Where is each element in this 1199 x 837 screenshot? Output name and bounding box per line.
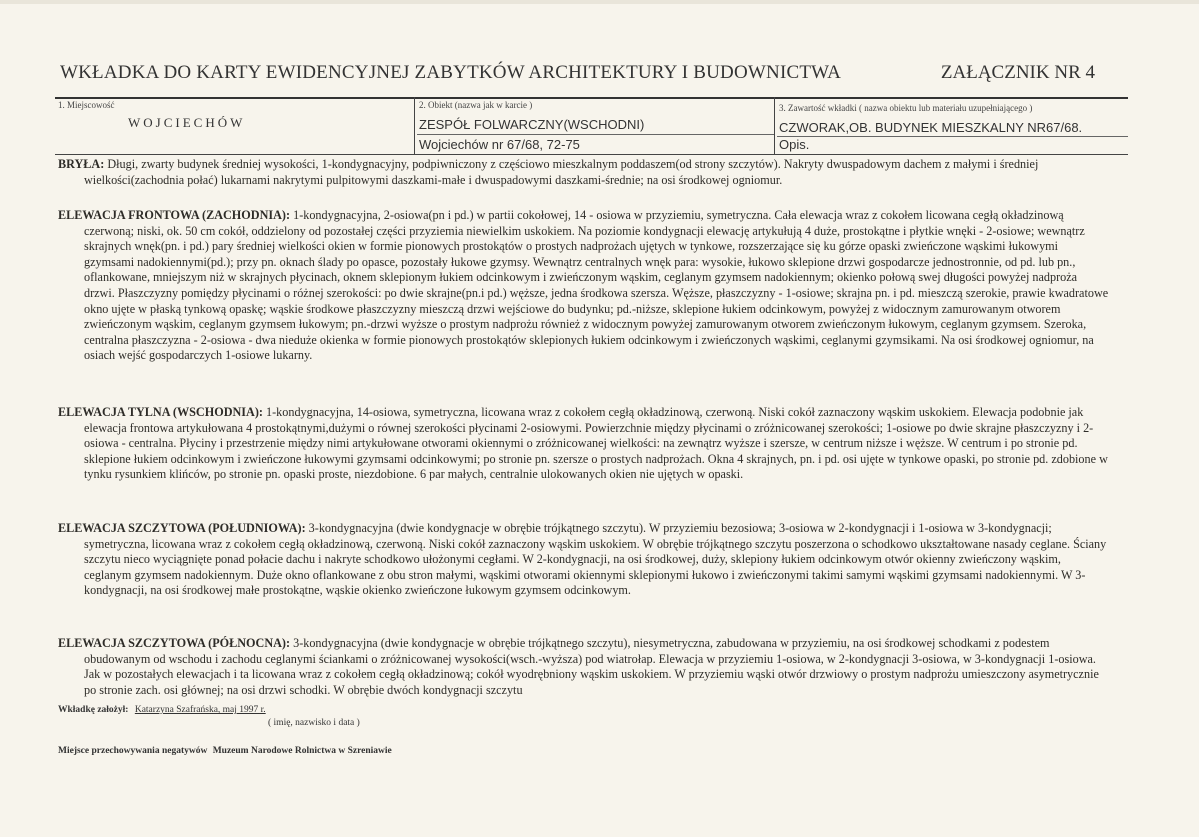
- section-heading: ELEWACJA FRONTOWA (ZACHODNIA):: [58, 208, 291, 222]
- object-underline: [417, 134, 774, 135]
- form-column-divider: [774, 97, 775, 155]
- contents-label: 3. Zawartość wkładki ( nazwa obiektu lub materiału uzupełniającego ): [779, 103, 1033, 113]
- section-heading: ELEWACJA SZCZYTOWA (POŁUDNIOWA):: [58, 521, 306, 535]
- author-label: Wkładkę założył:: [58, 705, 129, 715]
- author-hint: ( imię, nazwisko i data ): [268, 718, 360, 728]
- locality-label: 1. Miejscowość: [58, 100, 115, 110]
- object-label: 2. Obiekt (nazwa jak w karcie ): [419, 100, 533, 110]
- document-title: WKŁADKA DO KARTY EWIDENCYJNEJ ZABYTKÓW ARCHITEKTURY I BUDOWNICTWA: [60, 62, 842, 83]
- section-rear-elevation: [58, 405, 1110, 483]
- page-edge: [0, 0, 1199, 4]
- section-bryla: [58, 157, 1110, 188]
- annex-number: ZAŁĄCZNIK NR 4: [940, 62, 1095, 83]
- author-line: [58, 705, 266, 715]
- contents-underline: [777, 136, 1128, 137]
- section-text: 3-kondygnacyjna (dwie kondygnacje w obrębie trójkątnego szczytu). W przyziemiu bezosiowa; 3-osiowa w 2-kondygnacji i 1-osiowa w 3-kondygnacji; symetryczna, licowana wraz z cokołem cegłą okładzinową, czerwoną. Niski cokół zaznaczony wąskim uskokiem. W obrębie trójkątnego szczytu poszerzona o schodkowo ukształtowane nasady ceglane. Ściany szczytu nieco wyciągnięte ponad połacie dachu i nakryte schodkowo ułożonymi cegłami. W 2-kondygnacji, na osi środkowej, duży, sklepiony łukiem odcinkowym otwór okienny zwieńczony wąskim, ceglanym gzymsem nadokiennym. Duże okno oflankowane z obu stron małymi, wąskimi otworami okiennymi sklepionymi łukowo i zwieńczonymi takimi samymi wąskimi gzymsami nadokiennymi. W 3-kondygnacji, na osi środkowej małe prostokątne, wąskie okienko zwieńczone łukowym gzymsem odcinkowym.: [84, 521, 1107, 598]
- form-column-divider: [414, 97, 415, 155]
- locality-value: WOJCIECHÓW: [128, 115, 246, 130]
- storage-value: Muzeum Narodowe Rolnictwa w Szreniawie: [212, 746, 392, 756]
- form-top-rule: [55, 97, 1128, 99]
- contents-note: Opis.: [779, 137, 810, 152]
- storage-line: [58, 746, 392, 756]
- section-text: 1-kondygnacyjna, 14-osiowa, symetryczna, licowana wraz z cokołem cegłą okładzinową, czerwoną. Niski cokół zaznaczony wąskim uskokiem. Elewacja podobnie jak elewacja frontowa artykułowana 4 prostokątnymi,dużymi o równej szerokości płycinami 2-osiowymi. Powierzchnie między płycinami o zróżnicowanej szerokości; 1-osiowe po dwie skrajne płaszczyzny i 2-osiowa - centralna. Płyciny i przestrzenie między nimi artykułowane otworami okiennymi o zróżnicowanej wielkości: na zewnątrz wyższe i szersze, w centrum niższe i węższe. W centrum i po stronie pd. sklepione łukiem odcinkowym i zwieńczone łukowymi gzymsami odcinkowymi; po stronie pn. szersze o prostych nadprożach. Okna 4 skrajnych, pn. i pd. osi ujęte w tynkowe opaski, po stronie pd. zdobione w tynku rysunkiem klińców, po stronie pn. opaski proste, niezdobione. 6 par małych, centralnie ulokowanych okien nie ujętych w opaski.: [84, 405, 1108, 482]
- contents-value: CZWORAK,OB. BUDYNEK MIESZKALNY NR67/68.: [779, 120, 1083, 135]
- storage-label: Miejsce przechowywania negatywów: [58, 746, 208, 756]
- object-address: Wojciechów nr 67/68, 72-75: [419, 137, 580, 152]
- object-value: ZESPÓŁ FOLWARCZNY(WSCHODNI): [419, 117, 645, 132]
- section-south-gable: [58, 521, 1110, 599]
- section-heading: ELEWACJA SZCZYTOWA (PÓŁNOCNA):: [58, 636, 291, 650]
- author-value: Katarzyna Szafrańska, maj 1997 r.: [134, 705, 266, 715]
- section-text: Długi, zwarty budynek średniej wysokości, 1-kondygnacyjny, podpiwniczony z częściowo mieszkalnym poddaszem(od strony szczytów). Nakryty dwuspadowym dachem z małymi i średniej wielkości(zachodnia połać) lukarnami nakrytymi pulpitowymi daszkami-małe i dwuspadowymi daszkami-średnie; na osi środkowej ogniomur.: [84, 157, 1039, 187]
- section-front-elevation: [58, 208, 1110, 364]
- section-text: 3-kondygnacyjna (dwie kondygnacje w obrębie trójkątnego szczytu), niesymetryczna, zabudowana w przyziemiu, na osi środkowej schodkami z podestem obudowanym od wschodu i zachodu ceglanymi ściankami o zróżnicowanej wysokości(wsch.-wyższa) pod wiatrołap. Elewacja w przyziemiu 1-osiowa, w 2-kondygnacji 3-osiowa, w 3-kondygnacji 1-osiowa. Jak w pozostałych elewacjach i ta licowana wraz z cokołem cegłą okładzinową; cokół wyodrębniony wąskim uskokiem. W przyziemiu wąski otwór drzwiowy o prostym nadprożu umieszczony asymetrycznie po stronie zach. osi głównej; na osi drzwi schodki. W obrębie dwóch kondygnacji szczytu: [84, 636, 1099, 697]
- form-bottom-rule: [55, 154, 1128, 155]
- section-text: 1-kondygnacyjna, 2-osiowa(pn i pd.) w partii cokołowej, 14 - osiowa w przyziemiu, symetryczna. Cała elewacja wraz z cokołem licowana cegłą okładzinową czerwoną; niski, ok. 50 cm cokół, oddzielony od pozostałej części przyziemia niewielkim uskokiem. Na poziomie kondygnacji elewację artykułują 4 duże, prostokątne i płytkie wnęki - 2-osiowe; wewnątrz skrajnych wnęk(pn. i pd.) pary średniej wielkości okien w formie pionowych prostokątów o prostych nadprożach ujętych w tynkowe, rozszerzające się ku górze opaski zwieńczone wąskimi łukowymi gzymsami nadokiennymi(pd.); przy pn. oknach ślady po opasce, pozostały łukowe gzymsy. Wewnątrz centralnych wnęk para: wysokie, łukowo sklepione drzwi gospodarcze jednostronnie, od pd. lub pn., oflankowane, mniejszym niż w skrajnych płycinach, oknem sklepionym łukiem odcinkowym i zwieńczonym wąskim, ceglanym gzymsem nadokiennym; okienko połową swej długości powyżej nadproża drzwi. Płaszczyzny pomiędzy płycinami o różnej szerokości: po dwie skrajne(pn.i pd.) węższe, jedna środkowa szersza. Węższe, płaszczyzny - 1-osiowe; skrajna pn. i pd. mieszczą szerokie, prawie kwadratowe okno ujęte w płaską tynkową opaskę; wąskie środkowe płaszczyzny mieszczą drzwi wejściowe do budynku; pd.-niższe, sklepione łukiem odcinkowym, powyżej z widocznym zamurowanym otworem zwieńczonym wąskim, ceglanym gzymsem łukowym; pn.-drzwi wyższe o prostym nadprożu również z widocznym powyżej zamurowanym otworem zwieńczonym łukowym, ceglanym gzymsem. Szeroka, centralna płaszczyzna - 2-osiowa - dwa nieduże okienka w formie pionowych prostokątów sklepionych łukiem odcinkowym i zwieńczonych wąskimi, ceglanymi gzymsikami. Na osi środkowej ogniomur, na osiach wejść gospodarczych 1-osiowe lukarny.: [84, 208, 1109, 363]
- section-heading: ELEWACJA TYLNA (WSCHODNIA):: [58, 405, 263, 419]
- section-north-gable: [58, 636, 1110, 698]
- section-heading: BRYŁA:: [58, 157, 105, 171]
